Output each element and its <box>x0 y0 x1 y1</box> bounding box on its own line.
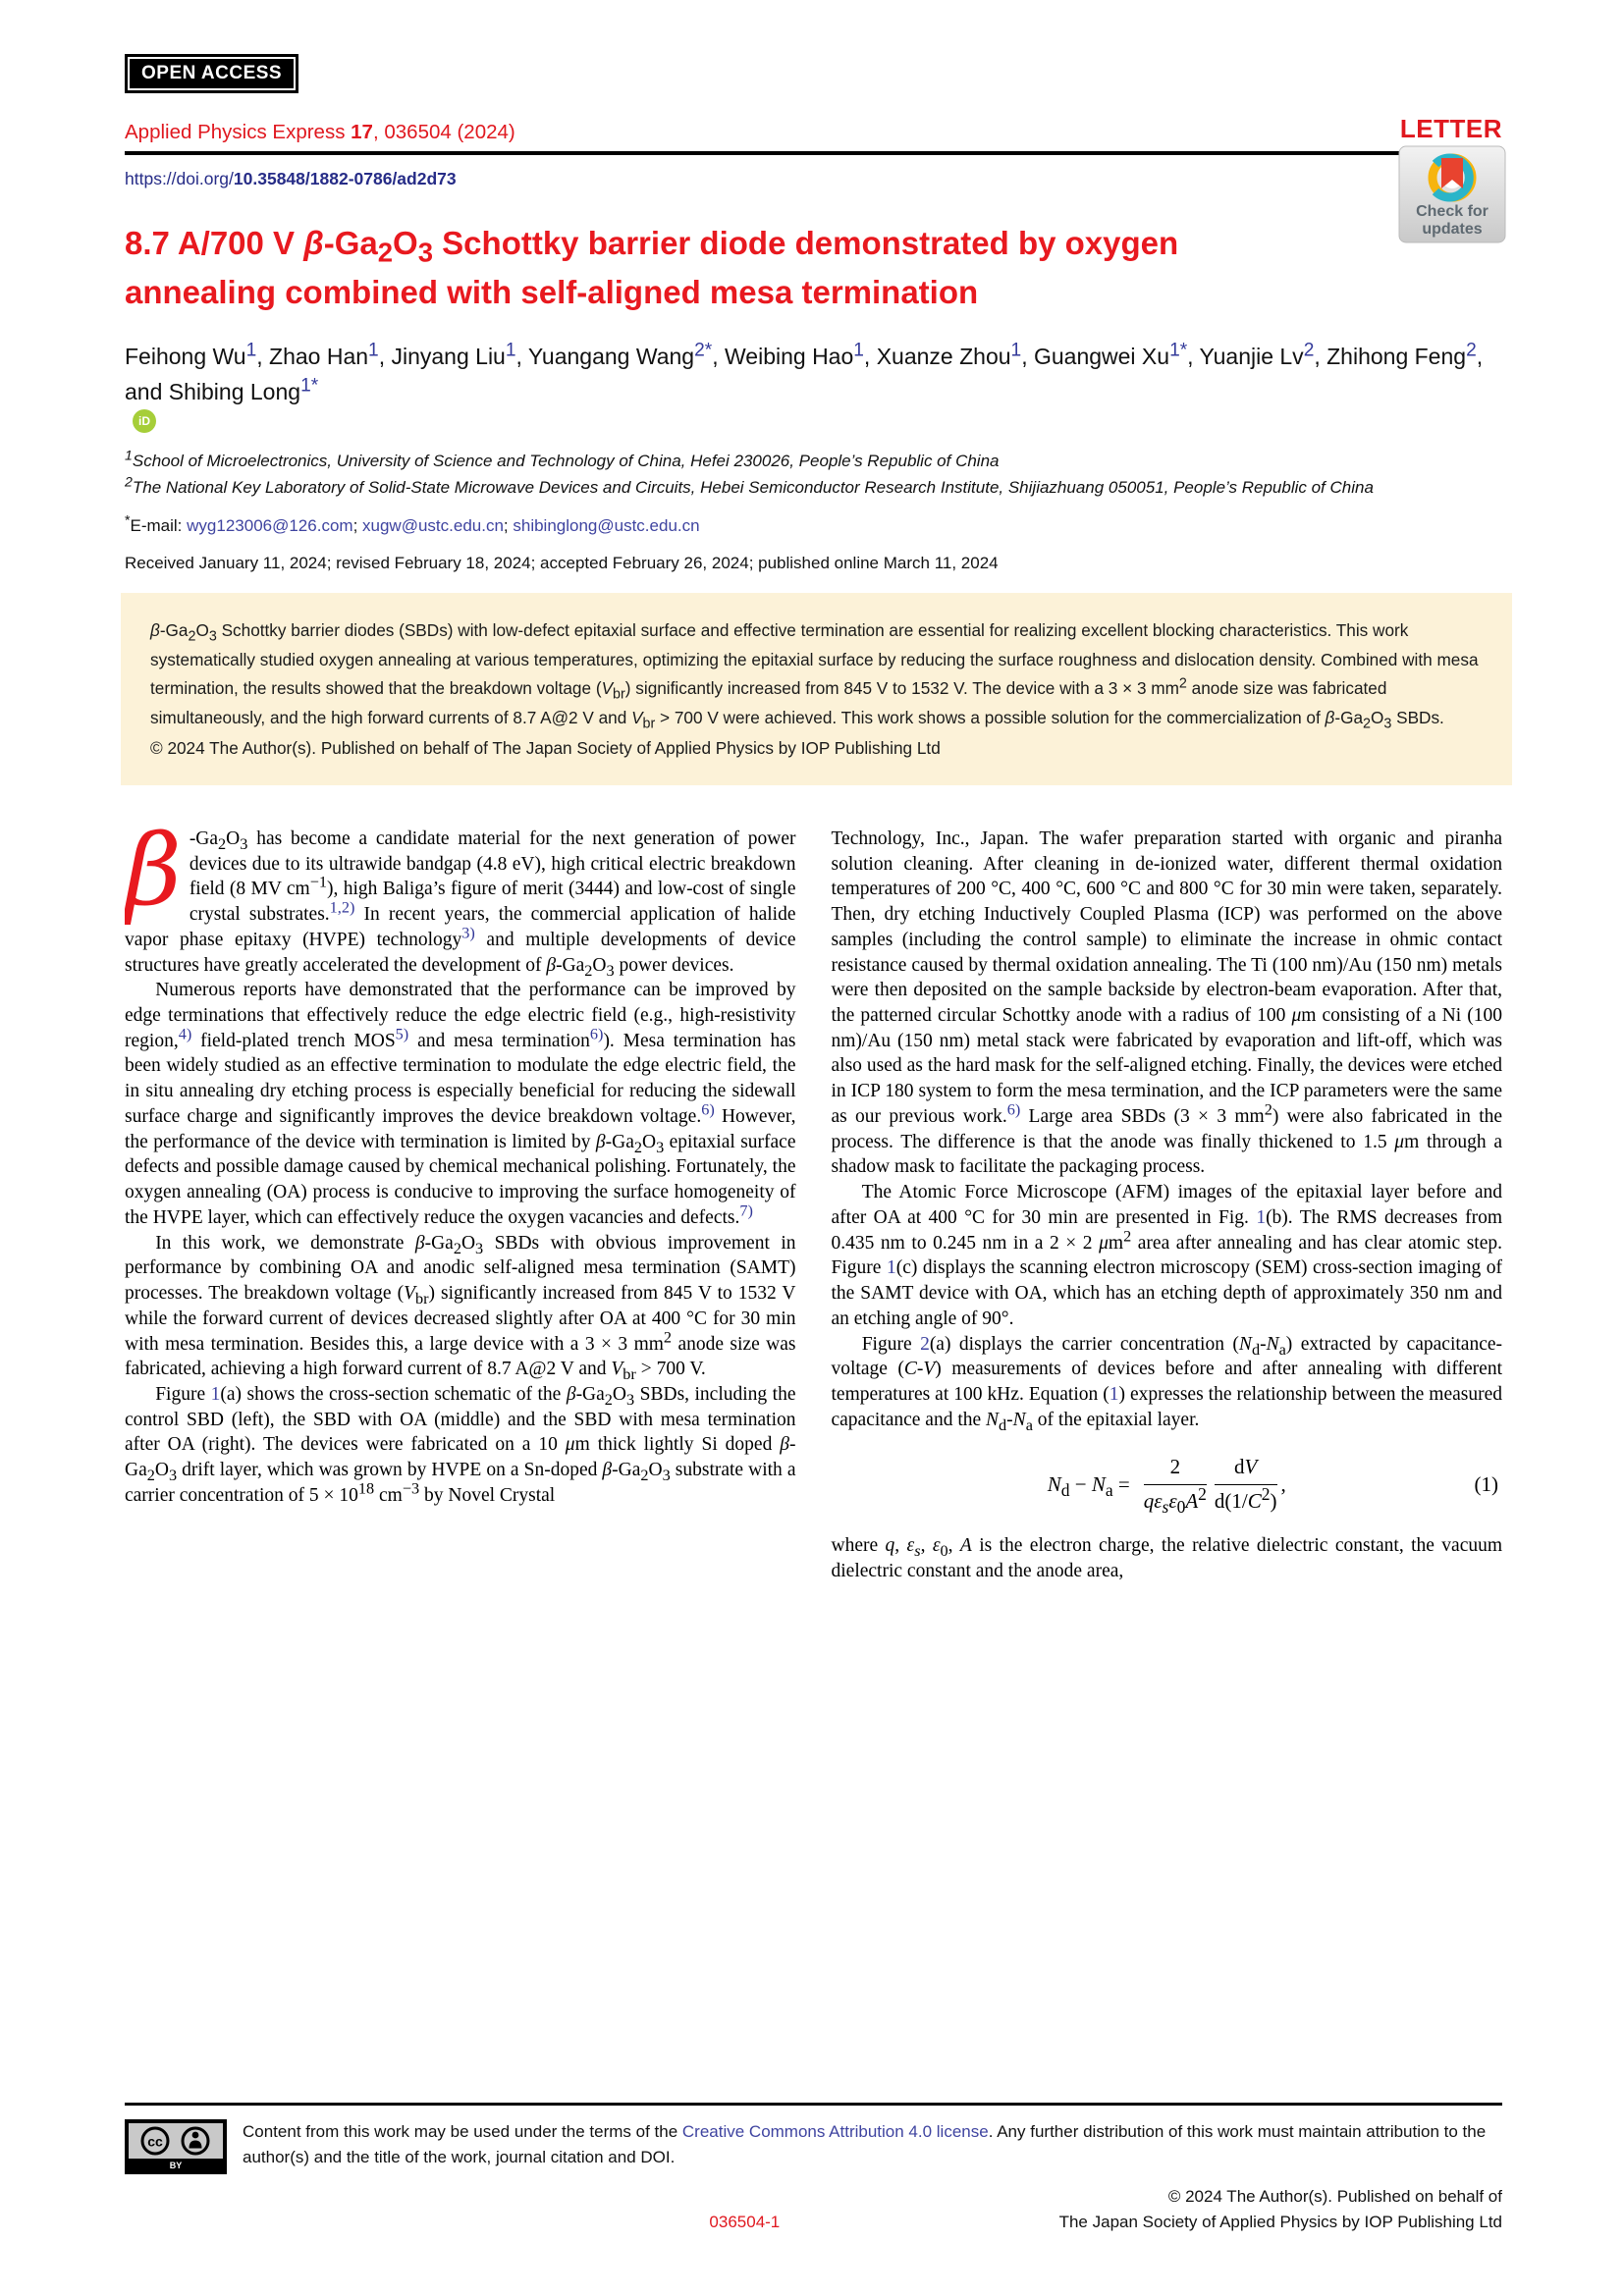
fraction-numerator: 2 <box>1144 1454 1207 1485</box>
fraction-numerator: dV <box>1215 1454 1277 1485</box>
email-line[interactable]: *E-mail: wyg123006@126.com; xugw@ustc.edu.cn; shibinglong@ustc.edu.cn <box>125 512 700 535</box>
check-updates-text-2: updates <box>1422 221 1483 238</box>
author-names: Feihong Wu$^1$, Zhao Han$^1$, Jinyang Liu$^1$, Yuangang Wang$^{2*}$, Weibing Hao$^1$, Xuanze Zhou$^1$, Guangwei $Xu^{1*}$, Yuanjie Lv$^2$, Zhihong Feng$^2$, and Shibing Long$^{1*}$ <box>125 340 1484 404</box>
journal-header-row <box>125 114 1502 144</box>
doi-link[interactable]: https://doi.org/10.35848/1882-0786/ad2d73 <box>125 169 457 188</box>
cc-by-badge[interactable] <box>125 2119 227 2174</box>
page-footer <box>125 2103 1502 2236</box>
affiliation-1: $^1$School of Microelectronics, University of Science and Technology of China, Hefei 230026, People’s Republic of China <box>125 448 1000 471</box>
footer-copyright <box>125 2184 1502 2236</box>
fraction-denominator: $d(1/C^2)$ <box>1214 1484 1277 1514</box>
license-row <box>125 2119 1502 2174</box>
equation-fraction-2 <box>1215 1454 1277 1515</box>
author-list <box>125 340 1502 433</box>
license-text: Content from this work may be used under the terms of the Creative Commons Attribution 4.0 license. Any further distribution of this work must maintain attribution to the author(s) and the title of the work, journal citation and DOI. <box>243 2122 1487 2166</box>
abstract-copyright: © 2024 The Author(s). Published on behalf of The Japan Society of Applied Physics by IOP Publishing Ltd <box>150 738 941 759</box>
dropcap-beta: β <box>125 826 182 928</box>
cc-icon-text: cc <box>147 2133 163 2150</box>
paragraph-figure2: Figure 2(a) displays the carrier concentration $(N_d-N_a)$ extracted by capacitance-voltage (C-V) measurements of devices before and after annealing with different temperatures at 100 kHz. Equation (1) expresses the relationship between the measured capacitance and the $N_d-N_a$ of the epitaxial layer. <box>831 1333 1502 1434</box>
article-type-label: LETTER <box>1399 114 1502 143</box>
article-title: 8.7 A/700 V $\beta-Ga_2O_3$ Schottky barrier diode demonstrated by oxygen annealing combined with self-aligned mesa termination <box>125 225 1179 310</box>
by-text: BY <box>169 2161 183 2170</box>
affiliation-2: $^2$The National Key Laboratory of Solid-State Microwave Devices and Circuits, Hebei Semiconductor Research Institute, Shijiazhuang 050051, People’s Republic of China <box>125 473 1374 497</box>
check-updates-text-1: Check for <box>1416 203 1489 220</box>
affiliations <box>125 449 1502 501</box>
paragraph-where: where q, $\varepsilon_s$, $\varepsilon_0$, A is the electron charge, the relative dielectric constant, the vacuum dielectric constant and the anode area, <box>831 1534 1502 1581</box>
article-history: Received January 11, 2024; revised February 18, 2024; accepted February 26, 2024; published online March 11, 2024 <box>125 553 999 572</box>
equation-lhs: $N_d - N_a$ = <box>1047 1471 1130 1501</box>
open-access-badge: OPEN ACCESS <box>128 57 296 90</box>
paragraph-afm: The Atomic Force Microscope (AFM) images of the epitaxial layer before and after OA at 400 °C for 30 min are presented in Fig. 1(b). The RMS decreases from 0.435 nm to 0.245 nm in a 2 × 2 $\mu m^2$ area after annealing and has clear atomic step. Figure 1(c) displays the scanning electron microscopy (SEM) cross-section imaging of the SAMT device with OA, which has an etching depth of approximately 350 nm and an etching angle of 90°. <box>831 1182 1502 1329</box>
paragraph-intro-text: $-Ga_2O_3$ has become a candidate material for the next generation of power devices due to its ultrawide bandgap (4.8 eV), high critical electric breakdown field (8 MV $cm^{-1}$), high Baliga’s figure of merit (3444) and low-cost of single crystal substrates.$^{1,2)}$ In recent years, the commercial application of halide vapor phase epitaxy (HVPE) technology$^{3)}$ and multiple developments of device structures have greatly accelerated the development of $\beta-Ga_2O_3$ power devices. <box>125 828 796 980</box>
check-for-updates-badge[interactable] <box>1398 145 1506 243</box>
fraction-denominator: $q\varepsilon_s\varepsilon_0A^2$ <box>1143 1484 1207 1518</box>
paragraph-terminations: Numerous reports have demonstrated that the performance can be improved by edge terminations that effectively reduce the edge electric field (e.g., high-resistivity region,$^{4)}$ field-plated trench MOS$^{5)}$ and mesa termination$^{6)}$). Mesa termination has been widely studied as an effective termination to modulate the edge electric field, the in situ annealing dry etching process is especially beneficial for reducing the sidewall surface charge and significantly improves the device breakdown voltage.$^{6)}$ However, the performance of the device with termination is limited by $\beta-Ga_2O_3$ epitaxial surface defects and possible damage caused by chemical mechanical polishing. Fortunately, the oxygen annealing (OA) process is conducive to improving the surface homogeneity of the HVPE layer, which can effectively reduce the oxygen vacancies and defects.$^{7)}$ <box>125 980 796 1228</box>
paragraph-fabrication: Technology, Inc., Japan. The wafer preparation started with organic and piranha solution cleaning. After cleaning in de-ionized water, different thermal oxidation temperatures of 200 °C, 400 °C, 600 °C and 800 °C for 30 min were taken, separately. Then, dry etching Inductively Coupled Plasma (ICP) was performed on the above samples (including the control sample) to eliminate the increase in ohmic contact resistance caused by thermal oxidation annealing. The Ti (100 nm)/Au (150 nm) metals were then deposited on the sample backside by electron-beam evaporation. After that, the patterned circular Schottky anode with a radius of 100 μm consisting of a Ni (100 nm)/Au (150 nm) metal stack were fabricated by evaporation and lift-off, which was also used as the hard mask for the self-aligned etching. Finally, the devices were etched in ICP 180 system to form the mesa termination, and the ICP parameters were the same as our previous work.$^{6)}$ Large area SBDs (3 × 3 $mm^2$) were also fabricated in the process. The difference is that the anode was finally thickened to 1.5 μm through a shadow mask to facilitate the packaging process. <box>831 828 1502 1178</box>
copyright-line-2-row <box>125 2210 1502 2235</box>
left-column <box>125 827 796 2132</box>
equation-fraction-1 <box>1143 1454 1207 1518</box>
copyright-line-1: © 2024 The Author(s). Published on behalf of <box>1167 2187 1502 2206</box>
page-number: 036504-1 <box>709 2213 781 2232</box>
equation-number: (1) <box>1474 1471 1498 1496</box>
paragraph-this-work: In this work, we demonstrate $\beta-Ga_2O_3$ SBDs with obvious improvement in performance by combining OA and anodic self-aligned mesa termination (SAMT) processes. The breakdown voltage $(V_{br})$ significantly increased from 845 V to 1532 V while the forward current of devices decreased slightly after OA at 400 °C for 30 min with mesa termination. Besides this, a large device with a 3 × 3 $mm^2$ anode size was fabricated, achieving a high forward current of 8.7 A@2 V and $V_{br} > 700$ V. <box>125 1232 796 1384</box>
footer-rule <box>125 2103 1502 2106</box>
header-rule <box>125 151 1502 155</box>
copyright-line-2: The Japan Society of Applied Physics by IOP Publishing Ltd <box>1058 2213 1502 2232</box>
abstract-text: $\beta-Ga_2O_3$ Schottky barrier diodes (SBDs) with low-defect epitaxial surface and effective termination are essential for realizing excellent blocking characteristics. This work systematically studied oxygen annealing at various temperatures, optimizing the epitaxial surface by reducing the surface roughness and dislocation density. Combined with mesa termination, the results showed that the breakdown voltage $(V_{br})$ significantly increased from 845 V to 1532 V. The device with a 3 × 3 $mm^2$ anode size was fabricated simultaneously, and the high forward currents of 8.7 A@2 V and $V_{br} > 700$ V were achieved. This work shows a possible solution for the commercialization of $\beta-Ga_2O_3$ SBDs. <box>150 619 1479 732</box>
equation-1 <box>832 1454 1503 1518</box>
person-head <box>192 2132 199 2139</box>
body-columns <box>125 827 1502 2132</box>
equation-comma: , <box>1280 1471 1286 1496</box>
abstract-box <box>121 593 1512 785</box>
paragraph-figure1: Figure 1(a) shows the cross-section schematic of the $\beta-Ga_2O_3$ SBDs, including the control SBD (left), the SBD with OA (middle) and the SBD with mesa termination after OA (right). The devices were fabricated on a 10 μm thick lightly Si doped $\beta-Ga_2O_3$ drift layer, which was grown by HVPE on a Sn-doped $\beta-Ga_2O_3$ substrate with a carrier concentration of $5 \times 10^{18}$ $cm^{-3}$ by Novel Crystal <box>125 1384 796 1506</box>
orcid-icon[interactable]: iD <box>133 409 156 433</box>
right-column <box>832 827 1503 2132</box>
paragraph-intro <box>125 827 796 978</box>
journal-citation: Applied Physics Express 17, 036504 (2024) <box>125 121 515 143</box>
